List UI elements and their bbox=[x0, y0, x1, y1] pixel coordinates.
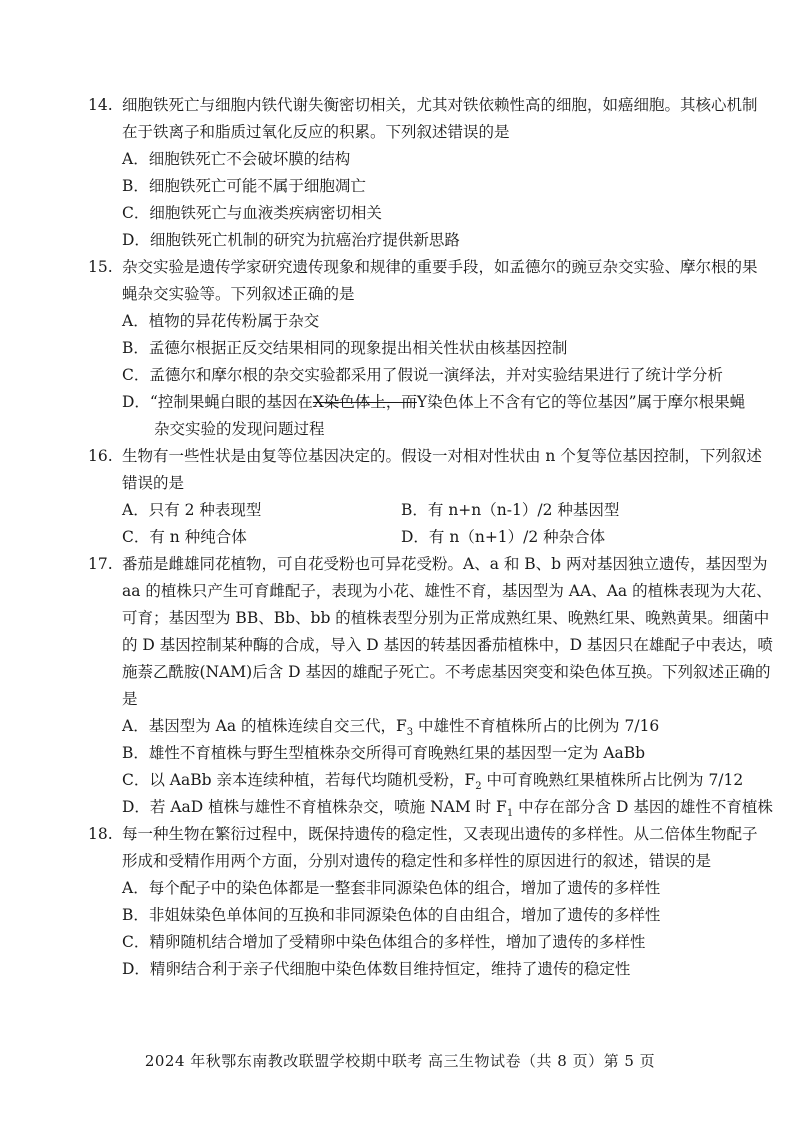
option-a: A．细胞铁死亡不会破坏膜的结构 bbox=[122, 150, 351, 168]
option-b: B．孟德尔根据正反交结果相同的现象提出相关性状由核基因控制 bbox=[122, 339, 568, 357]
option-d: D．有 n（n+1）/2 种杂合体 bbox=[401, 528, 606, 546]
question-stem-line: 在于铁离子和脂质过氧化反应的积累。下列叙述错误的是 bbox=[122, 123, 510, 141]
option-a: A．植物的异花传粉属于杂交 bbox=[122, 312, 320, 330]
subscript: 3 bbox=[406, 727, 414, 739]
question-stem-line: 番茄是雌雄同花植物，可自花受粉也可异花受粉。A、a 和 B、b 两对基因独立遗传，基因型为 bbox=[122, 555, 768, 573]
question-number: 17. bbox=[88, 555, 113, 573]
question-stem-line: 形成和受精作用两个方面，分别对遗传的稳定性和多样性的原因进行的叙述，错误的是 bbox=[122, 852, 712, 870]
question-stem-line: 的 D 基因控制某种酶的合成，导入 D 基因的转基因番茄植株中，D 基因只在雄配子中表达，喷 bbox=[122, 636, 773, 654]
question-stem-line: 细胞铁死亡与细胞内铁代谢失衡密切相关，尤其对铁依赖性高的细胞，如癌细胞。其核心机制 bbox=[122, 96, 758, 114]
page-footer: 2024 年秋鄂东南教改联盟学校期中联考 高三生物试卷（共 8 页）第 5 页 bbox=[144, 1052, 656, 1070]
option-c bbox=[88, 767, 760, 794]
question-18 bbox=[88, 821, 760, 983]
subscript: 1 bbox=[506, 808, 514, 820]
option-text: C．以 AaBb 亲本连续种植，若每代均随机受粉，F bbox=[122, 771, 476, 789]
question-17 bbox=[88, 551, 773, 821]
question-stem-line: aa 的植株只产生可育雌配子，表现为小花、雄性不育，基因型为 AA、Aa 的植株表现为大花、 bbox=[122, 582, 772, 600]
option-a: A．只有 2 种表现型 bbox=[122, 501, 262, 519]
question-stem-line: 可育；基因型为 BB、Bb、bb 的植株表型分别为正常成熟红果、晚熟红果、晚熟黄果。细菌中 bbox=[122, 609, 770, 627]
option-d-continuation: 杂交实验的发现问题过程 bbox=[154, 420, 325, 438]
option-text: 中雄性不育植株所占的比例为 7/16 bbox=[413, 717, 660, 735]
option-c: C．有 n 种纯合体 bbox=[122, 528, 247, 546]
question-stem-line: 错误的是 bbox=[122, 474, 185, 492]
question-stem-line: 生物有一些性状是由复等位基因决定的。假设一对相对性状由 n 个复等位基因控制，下列叙述 bbox=[122, 447, 762, 465]
option-b: B．雄性不育植株与野生型植株杂交所得可育晚熟红果的基因型一定为 AaBb bbox=[122, 744, 646, 762]
options-row bbox=[88, 497, 760, 524]
option-d: D．细胞铁死亡机制的研究为抗癌治疗提供新思路 bbox=[122, 231, 460, 249]
option-c: C．细胞铁死亡与血液类疾病密切相关 bbox=[122, 204, 382, 222]
option-d bbox=[88, 794, 773, 821]
question-15 bbox=[88, 254, 760, 443]
option-d bbox=[88, 389, 760, 416]
question-number: 16. bbox=[88, 447, 113, 465]
question-number: 18. bbox=[88, 825, 113, 843]
question-number: 14. bbox=[88, 96, 113, 114]
option-a bbox=[88, 713, 760, 740]
option-b: B．有 n+n（n-1）/2 种基因型 bbox=[401, 501, 620, 519]
option-a: A．每个配子中的染色体都是一整套非同源染色体的组合，增加了遗传的多样性 bbox=[122, 879, 661, 897]
question-number: 15. bbox=[88, 258, 113, 276]
option-d: D．精卵结合利于亲子代细胞中染色体数目维持恒定，维持了遗传的稳定性 bbox=[122, 960, 631, 978]
option-d-suffix: Y染色体上不含有它的等位基因”属于摩尔根果蝇 bbox=[416, 393, 746, 411]
question-stem-line: 蝇杂交实验等。下列叙述正确的是 bbox=[122, 285, 355, 303]
option-text: D．若 AaD 植株与雄性不育植株杂交，喷施 NAM 时 F bbox=[122, 798, 507, 816]
option-text: 中可育晚熟红果植株所占比例为 7/12 bbox=[481, 771, 744, 789]
question-stem-line: 每一种生物在繁衍过程中，既保持遗传的稳定性，又表现出遗传的多样性。从二倍体生物配子 bbox=[122, 825, 758, 843]
option-d-struck-text: X染色体上，而 bbox=[312, 393, 417, 411]
option-text: A．基因型为 Aa 的植株连续自交三代，F bbox=[122, 717, 407, 735]
option-c: C．精卵随机结合增加了受精卵中染色体组合的多样性，增加了遗传的多样性 bbox=[122, 933, 646, 951]
subscript: 2 bbox=[475, 781, 482, 793]
question-16 bbox=[88, 443, 760, 551]
question-14 bbox=[88, 92, 760, 254]
option-b: B．细胞铁死亡可能不属于细胞凋亡 bbox=[122, 177, 366, 195]
options-row bbox=[88, 524, 760, 551]
question-stem-line: 施萘乙酰胺(NAM)后含 D 基因的雄配子死亡。不考虑基因突变和染色体互换。下列叙述正确的 bbox=[122, 663, 771, 681]
option-b: B．非姐妹染色单体间的互换和非同源染色体的自由组合，增加了遗传的多样性 bbox=[122, 906, 661, 924]
option-c: C．孟德尔和摩尔根的杂交实验都采用了假说一演绎法，并对实验结果进行了统计学分析 bbox=[122, 366, 723, 384]
question-stem-line: 杂交实验是遗传学家研究遗传现象和规律的重要手段，如孟德尔的豌豆杂交实验、摩尔根的果 bbox=[122, 258, 758, 276]
option-d-prefix: D．“控制果蝇白眼的基因在 bbox=[122, 393, 313, 411]
option-text: 中存在部分含 D 基因的雄性不育植株 bbox=[513, 798, 773, 816]
question-stem-line: 是 bbox=[122, 690, 138, 708]
